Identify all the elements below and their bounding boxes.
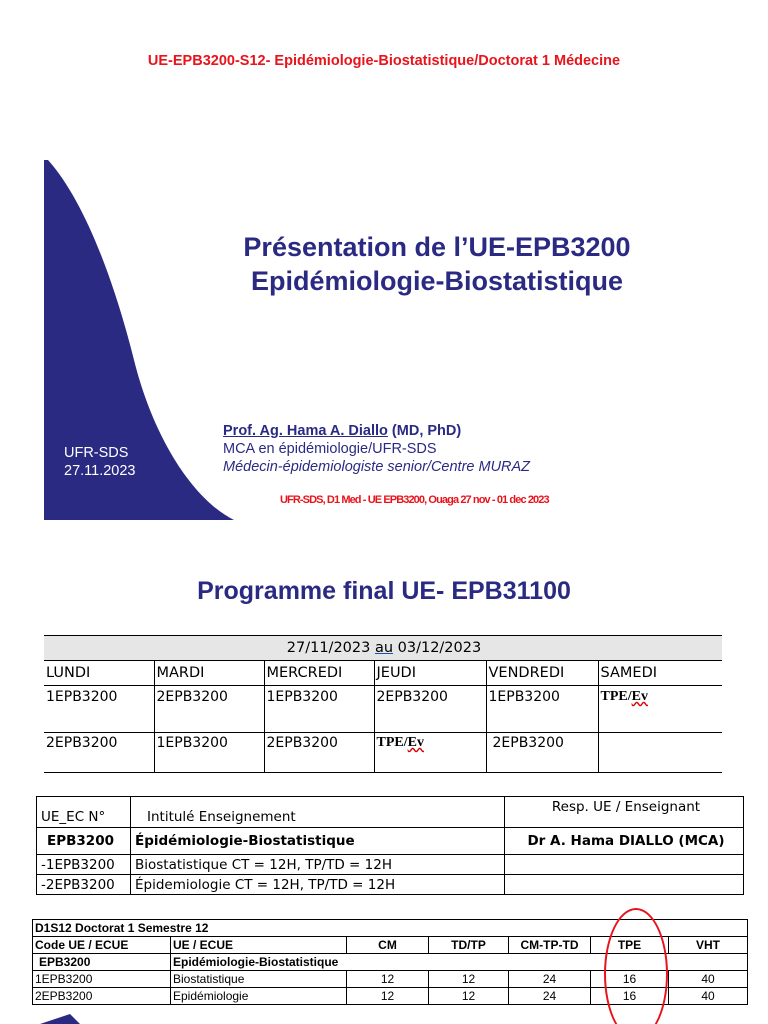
document-header-title: UE-EPB3200-S12- Epidémiologie-Biostatistique/Doctorat 1 Médecine [147,53,621,69]
d1-header: Code UE / ECUE [33,937,171,954]
ue-title: Épidémiologie-Biostatistique [131,828,505,855]
ue-ec-resp [505,875,744,895]
schedule-cell: 2EPB3200 [374,686,486,733]
d1-cell: 16 [591,971,669,988]
schedule-cell: 2EPB3200 [44,733,154,773]
schedule-cell: 1EPB3200 [264,686,374,733]
ue-header: Resp. UE / Enseignant [505,797,744,828]
d1-cell: 12 [347,971,429,988]
presentation-slide [44,160,764,522]
slide-footer: UFR-SDS, D1 Med - UE EPB3200, Ouaga 27 nov - 01 dec 2023 [280,494,549,506]
tpe-ev-text: Ev [631,689,648,704]
d1-cell: 12 [429,971,509,988]
slide-title-line2: Epidémiologie-Biostatistique [250,266,624,296]
d1-cell: 16 [591,988,669,1005]
d1-cell: 1EPB3200 [33,971,171,988]
tpe-text: TPE/Ev [376,735,424,750]
day-header: MERCREDI [264,661,374,686]
ue-table [36,796,744,895]
d1-cell: 2EPB3200 [33,988,171,1005]
ue-ec-resp [505,855,744,875]
schedule-cell-tpe [598,686,722,733]
d1-header: TPE [591,937,669,954]
program-title: Programme final UE- EPB31100 [197,577,571,605]
d1-cell: 12 [347,988,429,1005]
slide-title [194,230,680,298]
schedule-cell [598,733,722,773]
date-au: au [374,640,394,656]
ue-code: EPB3200 [37,828,131,855]
schedule-table [44,635,722,773]
schedule-cell: 1EPB3200 [486,686,598,733]
author-degree: (MD, PhD) [387,423,462,439]
d1-header: TD/TP [429,937,509,954]
tpe-ev-text: Ev [407,735,424,750]
author-affiliation: Médecin-épidemiologiste senior/Centre MURAZ [223,459,531,475]
d1-cell: 24 [509,988,591,1005]
d1-header: VHT [669,937,748,954]
schedule-cell-tpe [374,733,486,773]
ue-header: Intitulé Enseignement [131,797,505,828]
schedule-cell: 2EPB3200 [154,686,264,733]
schedule-date-range [44,636,722,661]
day-header: SAMEDI [598,661,722,686]
d1-cell: 12 [429,988,509,1005]
date-start: 27/11/2023 [286,640,375,656]
ufr-date: 27.11.2023 [64,463,136,479]
author-name-text: Prof. Ag. Hama A. Diallo [223,423,388,439]
schedule-cell: 2EPB3200 [264,733,374,773]
author-name [223,422,530,440]
ue-responsible: Dr A. Hama DIALLO (MCA) [505,828,744,855]
ue-ec-title: Épidemiologie CT = 12H, TP/TD = 12H [131,875,505,895]
day-header: MARDI [154,661,264,686]
d1-caption: D1S12 Doctorat 1 Semestre 12 [33,920,748,937]
ufr-block [64,444,136,480]
d1-cell: 24 [509,971,591,988]
schedule-cell: 1EPB3200 [154,733,264,773]
d1-header: CM-TP-TD [509,937,591,954]
day-header: LUNDI [44,661,154,686]
ue-ec-code: -2EPB3200 [37,875,131,895]
d1-header: UE / ECUE [171,937,347,954]
d1-header: CM [347,937,429,954]
d1-group-title: Epidémiologie-Biostatistique [171,954,748,971]
day-header: VENDREDI [486,661,598,686]
slide-title-line1: Présentation de l’UE-EPB3200 [243,232,631,262]
day-header: JEUDI [374,661,486,686]
d1-cell: 40 [669,971,748,988]
slide-wave-fragment [40,1014,80,1024]
author-title: MCA en épidémiologie/UFR-SDS [223,441,437,457]
schedule-cell: 2EPB3200 [486,733,598,773]
tpe-text: TPE/Ev [600,689,648,704]
ue-ec-title: Biostatistique CT = 12H, TP/TD = 12H [131,855,505,875]
d1-cell: Epidémiologie [171,988,347,1005]
author-block [223,422,530,476]
date-end: 03/12/2023 [393,640,482,656]
d1-group-code: EPB3200 [33,954,171,971]
ue-header: UE_EC N° [37,797,131,828]
schedule-cell: 1EPB3200 [44,686,154,733]
d1-cell: 40 [669,988,748,1005]
d1-cell: Biostatistique [171,971,347,988]
ufr-label: UFR-SDS [64,445,129,461]
ue-ec-code: -1EPB3200 [37,855,131,875]
